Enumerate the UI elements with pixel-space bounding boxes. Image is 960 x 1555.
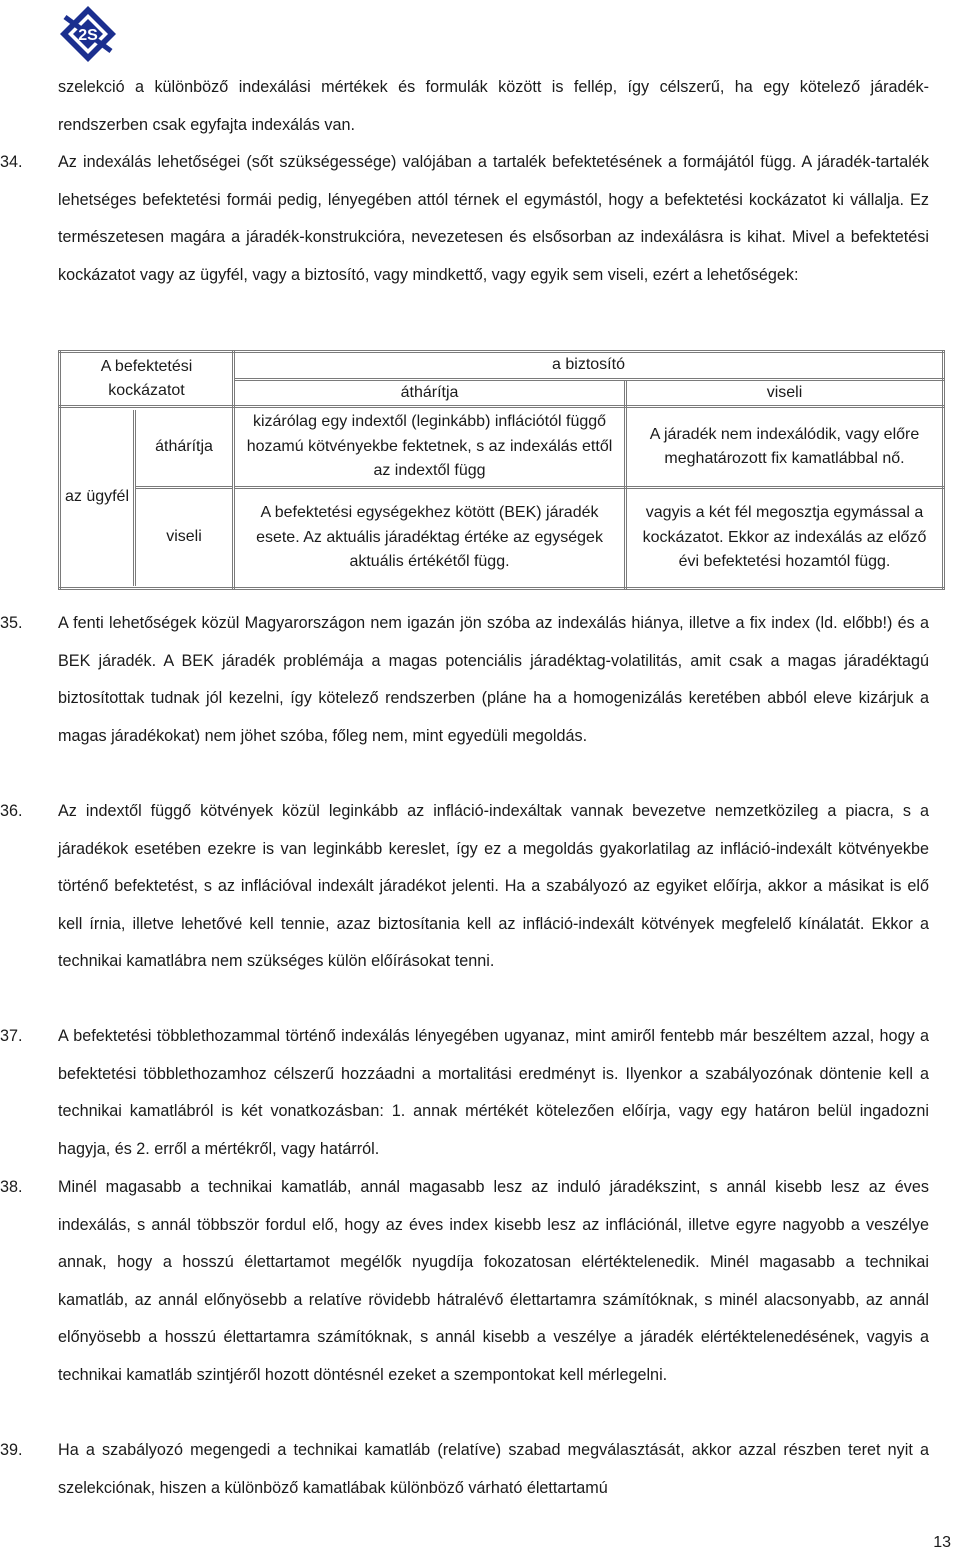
insurer-transfers-header: áthárítja [234,379,626,407]
paragraph-text: Az indexálás lehetőségei (sőt szükségessége) valójában a tartalék befektetésének a formájától függ. A járadék-tartalék lehetséges befektetési formái pedig, lényegében attól térnek el egymástól, hogy a befektetési kockázatot ki vállalja. Ez természetesen magára a járadék-konstrukcióra, nevezetesen és elsősorban az indexálásra is kihat. Mivel a befektetési kockázatot vagy az ügyfél, vagy a biztosító, vagy mindkettő, vagy egyik sem viseli, ezért a lehetőségek: [58,153,929,284]
page-number: 13 [933,1534,951,1551]
cell-bear-bear: vagyis a két fél megosztja egymással a kockázatot. Ekkor az indexálás az előző évi befektetési hozamtól függ. [626,488,944,589]
paragraph-37 [0,1018,929,1168]
risk-matrix-table [58,350,945,590]
paragraph-text: A fenti lehetőségek közül Magyarországon nem igazán jön szóba az indexálás hiánya, illetve a fix index (ld. előbb!) és a BEK járadék. A BEK járadék problémája a magas potenciális járadéktag-volatilitás, amit csak a magas járadéktagú biztosítottak tudnak jól kezelni, így kötelező rendszerben (pláne ha a homogenizálás keretében abból eleve kizárjuk a magas járadékokat) nem jöhet szóba, főleg nem, mint egyedüli megoldás. [58,614,929,745]
cell-transfer-transfer: kizárólag egy indextől (leginkább) inflációtól függő hozamú kötvényekbe fektetnek, s az indexálás ettől az indextől függ [234,407,626,488]
paragraph-text: Ha a szabályozó megengedi a technikai kamatláb (relatíve) szabad megválasztását, akkor azzal részben teret nyit a szelekciónak, hiszen a különböző kamatlábak különböző várható élettartamú [58,1441,929,1497]
paragraph-number: 34. [0,153,23,171]
client-bears-label: viseli [166,527,202,545]
paragraph-number: 39. [0,1441,23,1459]
paragraph-38 [0,1169,929,1395]
client-label: az ügyfél [61,410,136,586]
paragraph-text: Minél magasabb a technikai kamatláb, annál magasabb lesz az induló járadékszint, s annál kisebb lesz az éves indexálás, s annál többször fordul elő, hogy az éves index kisebb lesz az inflációnál, illetve egyre nagyobb a veszélye annak, hogy a hosszú élettartamot megélők nyugdíja fokozatosan elértéktelenedik. Minél magasabb a technikai kamatláb, az annál előnyösebb a relatíve rövidebb hátralévő élettartamra számítóknak, s minél alacsonyabb, az annál előnyösebb a hosszú élettartamra számítóknak, s annál kisebb a veszélye a járadék elértéktelenedésének, vagyis a technikai kamatláb szintjéről hozott döntésnél ezeket a szempontokat kell mérlegelni. [58,1178,929,1384]
paragraph-35 [0,605,929,755]
paragraph-number: 37. [0,1027,23,1045]
paragraph-text: A befektetési többlethozammal történő indexálás lényegében ugyanaz, mint amiről fentebb már beszéltem azzal, hogy a befektetési többlethozamhoz célszerű hozzáadni a mortalitási eredményt is. Ilyenkor a szabályozónak döntenie kell a technikai kamatlábról is két vonatkozásban: 1. annak mértékét kötelezően előírja, vagy egy határon belül ingadozni hagyja, és 2. erről a mértékről, vagy határról. [58,1027,929,1158]
paragraph-text: szelekció a különböző indexálási mértékek és formulák között is fellép, így célszerű, ha egy kötelező járadék-rendszerben csak egyfajta indexálás van. [58,78,929,134]
table-corner-cell: A befektetési kockázatot [60,352,234,407]
paragraph-number: 38. [0,1178,23,1196]
paragraph-number: 35. [0,614,23,632]
insurer-bears-header: viseli [626,379,944,407]
logo-text: 2S [78,27,98,44]
paragraph-36 [0,793,929,981]
paragraph-text: Az indextől függő kötvények közül leginkább az infláció-indexáltak vannak bevezetve nemzetközileg a piacra, s a járadékok esetében ezekre is van leginkább kereslet, így ez a megoldás gyakorlatilag az infláció-indexált kötvényekbe történő befektetést, s az inflációval indexált járadékot jelenti. Ha a szabályozó az egyiket előírja, akkor a másikat is elő kell írnia, illetve lehetővé kell tennie, azaz biztosítania kell az infláció-indexált kötvények megfelelő kínálatát. Ekkor a technikai kamatlábra nem szükséges külön előírásokat tenni. [58,802,929,971]
intro-paragraph [58,69,929,144]
insurer-header: a biztosító [234,352,944,380]
org-logo-icon [59,5,117,63]
paragraph-34 [0,144,929,294]
cell-transfer-bear: A járadék nem indexálódik, vagy előre meghatározott fix kamatlábbal nő. [626,407,944,488]
cell-bear-transfer: A befektetési egységekhez kötött (BEK) járadék esete. Az aktuális járadéktag értéke az egységek aktuális értékétől függ. [234,488,626,589]
paragraph-39 [0,1432,929,1507]
client-transfers-label: áthárítja [136,410,232,489]
paragraph-number: 36. [0,802,23,820]
